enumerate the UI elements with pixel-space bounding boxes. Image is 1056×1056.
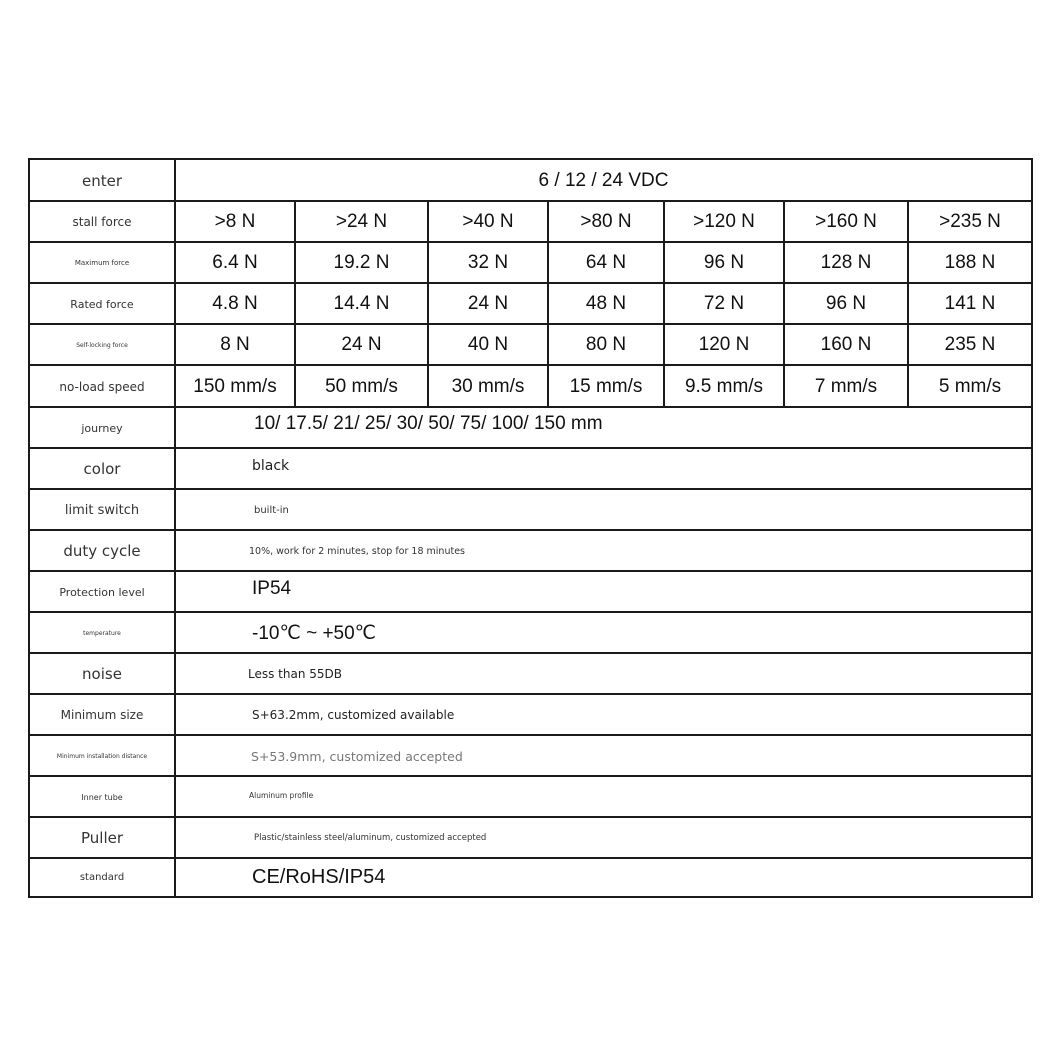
row-label: Minimum size	[30, 695, 176, 735]
row-label: Puller	[30, 818, 176, 858]
row-label: no-load speed	[30, 366, 176, 407]
table-row-minimum-installation-distance	[30, 734, 1031, 776]
table-row-journey	[30, 406, 1031, 448]
row-label: journey	[30, 408, 176, 448]
voltage-value: 6 / 12 / 24 VDC	[538, 170, 669, 191]
table-cell: 7 mm/s	[785, 366, 909, 407]
table-row-minimum-size	[30, 693, 1031, 735]
table-cell: >235 N	[939, 211, 1001, 232]
table-cell: 30 mm/s	[429, 366, 549, 407]
table-cell: 72 N	[665, 284, 785, 324]
table-cell: >80 N	[549, 202, 665, 242]
row-label: Minimum installation distance	[30, 736, 176, 776]
row-label: Inner tube	[30, 777, 176, 817]
puller-value: Plastic/stainless steel/aluminum, customized accepted	[254, 833, 487, 843]
table-row-no-load-speed	[30, 364, 1031, 407]
spec-table	[28, 158, 1033, 898]
table-row-maximum-force	[30, 241, 1031, 283]
row-label: Self-locking force	[30, 325, 176, 365]
table-row-voltage	[30, 160, 1031, 202]
minimum-installation-distance-value: S+53.9mm, customized accepted	[251, 748, 463, 764]
table-cell: 14.4 N	[296, 284, 429, 324]
row-label: enter	[30, 160, 176, 202]
limit-switch-value: built-in	[254, 504, 289, 516]
table-cell: 32 N	[429, 243, 549, 283]
table-row-limit-switch	[30, 488, 1031, 530]
table-cell: >8 N	[176, 202, 296, 242]
row-label: limit switch	[30, 490, 176, 530]
table-cell: 4.8 N	[176, 284, 296, 324]
table-cell: 160 N	[785, 325, 909, 365]
protection-level-value: IP54	[252, 578, 292, 599]
table-cell: 235 N	[944, 334, 996, 355]
table-cell: 24 N	[429, 284, 549, 324]
duty-cycle-value: 10%, work for 2 minutes, stop for 18 minutes	[249, 545, 465, 557]
temperature-value: -10℃ ~ +50℃	[252, 622, 377, 644]
row-label: stall force	[30, 202, 176, 242]
table-row-puller	[30, 816, 1031, 858]
table-cell: 128 N	[785, 243, 909, 283]
row-label: noise	[30, 654, 176, 694]
table-row-protection-level	[30, 570, 1031, 612]
table-row-stall-force	[30, 200, 1031, 242]
table-cell: 80 N	[549, 325, 665, 365]
table-cell: 6.4 N	[176, 243, 296, 283]
row-label: Rated force	[30, 284, 176, 324]
table-cell: 48 N	[549, 284, 665, 324]
noise-value: Less than 55DB	[248, 667, 343, 681]
table-cell: 188 N	[944, 252, 996, 273]
table-cell: 40 N	[429, 325, 549, 365]
row-label: Protection level	[30, 572, 176, 612]
table-cell: 9.5 mm/s	[665, 366, 785, 407]
table-cell: 24 N	[296, 325, 429, 365]
table-row-noise	[30, 652, 1031, 694]
table-cell: >40 N	[429, 202, 549, 242]
table-cell: 96 N	[785, 284, 909, 324]
table-cell: 64 N	[549, 243, 665, 283]
table-row-color	[30, 447, 1031, 489]
table-cell: 141 N	[944, 293, 996, 314]
table-cell: 8 N	[176, 325, 296, 365]
minimum-size-value: S+63.2mm, customized available	[252, 708, 455, 722]
table-cell: 96 N	[665, 243, 785, 283]
table-row-standard	[30, 857, 1031, 896]
standard-value: CE/RoHS/IP54	[252, 866, 386, 888]
table-cell: 120 N	[665, 325, 785, 365]
table-cell: 5 mm/s	[938, 375, 1002, 397]
row-label: color	[30, 449, 176, 489]
table-cell: 19.2 N	[296, 243, 429, 283]
table-cell: 15 mm/s	[549, 366, 665, 407]
row-label: duty cycle	[30, 531, 176, 571]
table-cell: >160 N	[785, 202, 909, 242]
color-value: black	[252, 458, 290, 474]
table-cell: >24 N	[296, 202, 429, 242]
table-row-inner-tube	[30, 775, 1031, 817]
table-cell: 150 mm/s	[176, 366, 296, 407]
row-label: temperature	[30, 613, 176, 653]
table-cell: >120 N	[665, 202, 785, 242]
table-row-rated-force	[30, 282, 1031, 324]
table-cell: 50 mm/s	[296, 366, 429, 407]
inner-tube-value: Aluminum profile	[249, 791, 314, 800]
table-row-duty-cycle	[30, 529, 1031, 571]
row-label: Maximum force	[30, 243, 176, 283]
journey-value: 10/ 17.5/ 21/ 25/ 30/ 50/ 75/ 100/ 150 mm	[254, 413, 603, 434]
table-row-temperature	[30, 611, 1031, 653]
table-row-self-locking-force	[30, 323, 1031, 365]
row-label: standard	[30, 859, 176, 896]
